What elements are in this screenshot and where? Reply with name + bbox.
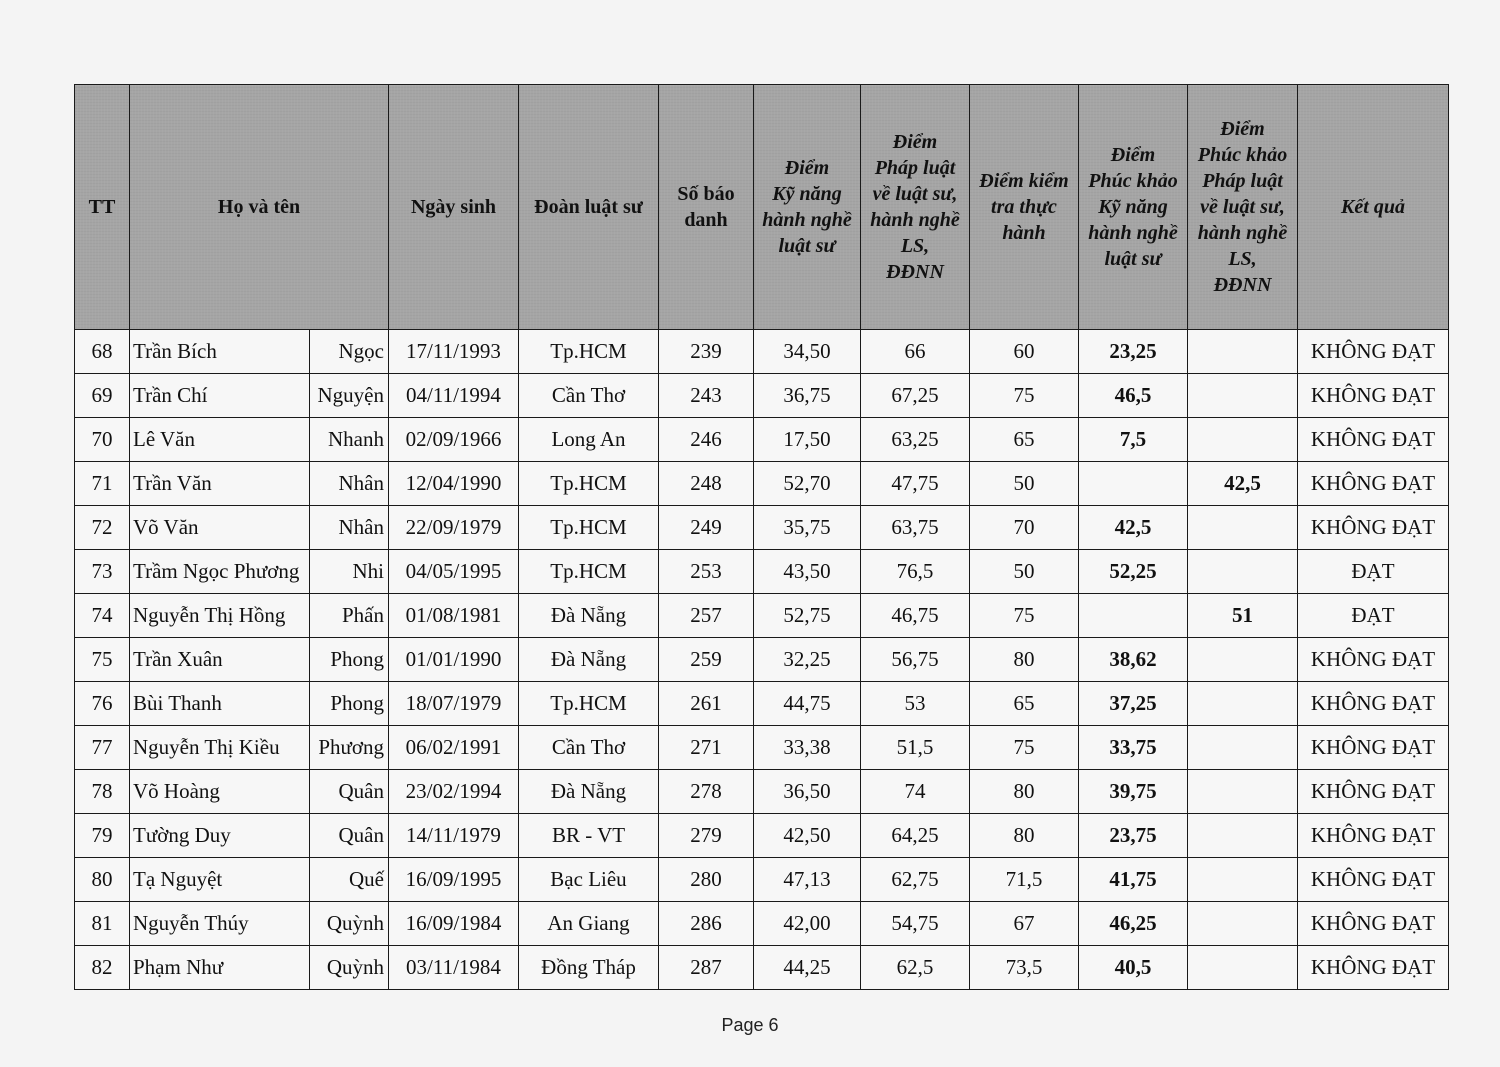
cell-given-name: Quỳnh bbox=[310, 902, 389, 946]
header-line: Pháp luật bbox=[1202, 170, 1283, 192]
cell-candidate-number: 253 bbox=[659, 550, 754, 594]
cell-family-middle-name: Trần Chí bbox=[130, 374, 310, 418]
cell-review-law-score bbox=[1188, 858, 1298, 902]
cell-result: KHÔNG ĐẠT bbox=[1298, 638, 1449, 682]
cell-family-middle-name: Nguyễn Thị Kiều bbox=[130, 726, 310, 770]
cell-given-name: Quỳnh bbox=[310, 946, 389, 990]
cell-dob: 18/07/1979 bbox=[389, 682, 519, 726]
results-table bbox=[74, 84, 1449, 990]
table-row bbox=[75, 858, 1449, 902]
cell-dob: 16/09/1995 bbox=[389, 858, 519, 902]
cell-review-skill-score: 23,75 bbox=[1079, 814, 1188, 858]
cell-tt: 71 bbox=[75, 462, 130, 506]
cell-bar-association: Tp.HCM bbox=[519, 550, 659, 594]
cell-tt: 82 bbox=[75, 946, 130, 990]
cell-bar-association: Đồng Tháp bbox=[519, 946, 659, 990]
cell-family-middle-name: Tường Duy bbox=[130, 814, 310, 858]
cell-review-law-score bbox=[1188, 330, 1298, 374]
table-row bbox=[75, 946, 1449, 990]
cell-review-skill-score: 33,75 bbox=[1079, 726, 1188, 770]
header-review-skill-score bbox=[1079, 85, 1188, 330]
cell-candidate-number: 287 bbox=[659, 946, 754, 990]
cell-skill-score: 32,25 bbox=[754, 638, 861, 682]
cell-bar-association: BR - VT bbox=[519, 814, 659, 858]
header-line: Điểm kiểm bbox=[979, 170, 1069, 192]
cell-family-middle-name: Võ Văn bbox=[130, 506, 310, 550]
cell-candidate-number: 239 bbox=[659, 330, 754, 374]
cell-tt: 80 bbox=[75, 858, 130, 902]
cell-bar-association: Đà Nẵng bbox=[519, 594, 659, 638]
cell-result: KHÔNG ĐẠT bbox=[1298, 946, 1449, 990]
cell-given-name: Phương bbox=[310, 726, 389, 770]
cell-practice-score: 75 bbox=[970, 374, 1079, 418]
cell-dob: 06/02/1991 bbox=[389, 726, 519, 770]
table-header bbox=[75, 85, 1449, 330]
cell-bar-association: Tp.HCM bbox=[519, 462, 659, 506]
cell-review-skill-score: 23,25 bbox=[1079, 330, 1188, 374]
cell-given-name: Phong bbox=[310, 638, 389, 682]
table-row bbox=[75, 814, 1449, 858]
cell-law-score: 63,75 bbox=[861, 506, 970, 550]
header-line: Kỹ năng bbox=[772, 183, 842, 205]
cell-tt: 81 bbox=[75, 902, 130, 946]
cell-law-score: 54,75 bbox=[861, 902, 970, 946]
cell-candidate-number: 257 bbox=[659, 594, 754, 638]
cell-skill-score: 42,50 bbox=[754, 814, 861, 858]
cell-given-name: Quế bbox=[310, 858, 389, 902]
cell-law-score: 53 bbox=[861, 682, 970, 726]
cell-practice-score: 65 bbox=[970, 682, 1079, 726]
cell-result: KHÔNG ĐẠT bbox=[1298, 374, 1449, 418]
header-line: Pháp luật bbox=[874, 157, 956, 179]
header-line: LS, bbox=[1228, 248, 1257, 270]
cell-family-middle-name: Lê Văn bbox=[130, 418, 310, 462]
cell-dob: 04/11/1994 bbox=[389, 374, 519, 418]
cell-dob: 14/11/1979 bbox=[389, 814, 519, 858]
cell-review-law-score bbox=[1188, 682, 1298, 726]
table-row bbox=[75, 506, 1449, 550]
cell-bar-association: Đà Nẵng bbox=[519, 770, 659, 814]
cell-review-law-score bbox=[1188, 770, 1298, 814]
cell-result: KHÔNG ĐẠT bbox=[1298, 814, 1449, 858]
header-name: Họ và tên bbox=[130, 85, 389, 330]
cell-practice-score: 75 bbox=[970, 594, 1079, 638]
cell-given-name: Quân bbox=[310, 814, 389, 858]
header-line: Điểm bbox=[1110, 144, 1156, 166]
cell-family-middle-name: Võ Hoàng bbox=[130, 770, 310, 814]
cell-practice-score: 65 bbox=[970, 418, 1079, 462]
cell-review-law-score: 51 bbox=[1188, 594, 1298, 638]
cell-review-skill-score: 46,5 bbox=[1079, 374, 1188, 418]
cell-review-skill-score: 37,25 bbox=[1079, 682, 1188, 726]
cell-skill-score: 36,50 bbox=[754, 770, 861, 814]
cell-family-middle-name: Tạ Nguyệt bbox=[130, 858, 310, 902]
cell-review-skill-score: 52,25 bbox=[1079, 550, 1188, 594]
cell-tt: 73 bbox=[75, 550, 130, 594]
cell-law-score: 51,5 bbox=[861, 726, 970, 770]
header-line: Phúc khảo bbox=[1197, 144, 1288, 166]
cell-review-skill-score: 41,75 bbox=[1079, 858, 1188, 902]
cell-skill-score: 42,00 bbox=[754, 902, 861, 946]
cell-tt: 70 bbox=[75, 418, 130, 462]
cell-candidate-number: 261 bbox=[659, 682, 754, 726]
header-line: ĐĐNN bbox=[886, 261, 944, 283]
header-line: Kỹ năng bbox=[1098, 196, 1168, 218]
cell-practice-score: 70 bbox=[970, 506, 1079, 550]
cell-skill-score: 47,13 bbox=[754, 858, 861, 902]
cell-given-name: Nhi bbox=[310, 550, 389, 594]
table-body bbox=[75, 330, 1449, 990]
header-practice-score bbox=[970, 85, 1079, 330]
table-row bbox=[75, 462, 1449, 506]
cell-candidate-number: 286 bbox=[659, 902, 754, 946]
cell-review-law-score bbox=[1188, 638, 1298, 682]
cell-bar-association: Tp.HCM bbox=[519, 682, 659, 726]
cell-skill-score: 34,50 bbox=[754, 330, 861, 374]
cell-practice-score: 67 bbox=[970, 902, 1079, 946]
cell-review-skill-score: 42,5 bbox=[1079, 506, 1188, 550]
cell-candidate-number: 248 bbox=[659, 462, 754, 506]
table-row bbox=[75, 902, 1449, 946]
cell-bar-association: An Giang bbox=[519, 902, 659, 946]
cell-tt: 77 bbox=[75, 726, 130, 770]
header-line: LS, bbox=[900, 235, 930, 257]
cell-result: KHÔNG ĐẠT bbox=[1298, 418, 1449, 462]
cell-result: ĐẠT bbox=[1298, 550, 1449, 594]
header-dob: Ngày sinh bbox=[389, 85, 519, 330]
cell-practice-score: 71,5 bbox=[970, 858, 1079, 902]
cell-review-skill-score: 38,62 bbox=[1079, 638, 1188, 682]
cell-bar-association: Cần Thơ bbox=[519, 374, 659, 418]
table-row bbox=[75, 594, 1449, 638]
header-line: ĐĐNN bbox=[1213, 274, 1272, 296]
cell-skill-score: 33,38 bbox=[754, 726, 861, 770]
header-line: luật sư bbox=[778, 235, 836, 257]
cell-given-name: Ngọc bbox=[310, 330, 389, 374]
cell-dob: 22/09/1979 bbox=[389, 506, 519, 550]
header-line: luật sư bbox=[1104, 248, 1162, 270]
cell-dob: 01/08/1981 bbox=[389, 594, 519, 638]
cell-family-middle-name: Phạm Như bbox=[130, 946, 310, 990]
cell-review-law-score bbox=[1188, 946, 1298, 990]
header-line: về luật sư, bbox=[1200, 196, 1285, 218]
cell-bar-association: Đà Nẵng bbox=[519, 638, 659, 682]
header-line: Điểm bbox=[784, 157, 830, 179]
header-line: hành nghề bbox=[1088, 222, 1178, 244]
cell-tt: 75 bbox=[75, 638, 130, 682]
header-line: hành nghề bbox=[870, 209, 960, 231]
header-line: Điểm bbox=[892, 131, 938, 153]
cell-law-score: 66 bbox=[861, 330, 970, 374]
cell-family-middle-name: Bùi Thanh bbox=[130, 682, 310, 726]
page-number: Page 6 bbox=[721, 1015, 779, 1035]
cell-candidate-number: 271 bbox=[659, 726, 754, 770]
cell-review-skill-score: 7,5 bbox=[1079, 418, 1188, 462]
header-bar-association: Đoàn luật sư bbox=[519, 85, 659, 330]
cell-practice-score: 80 bbox=[970, 770, 1079, 814]
cell-law-score: 62,5 bbox=[861, 946, 970, 990]
cell-law-score: 64,25 bbox=[861, 814, 970, 858]
cell-review-skill-score bbox=[1079, 594, 1188, 638]
header-line: hành nghề bbox=[762, 209, 852, 231]
cell-skill-score: 52,70 bbox=[754, 462, 861, 506]
cell-practice-score: 80 bbox=[970, 638, 1079, 682]
cell-review-law-score bbox=[1188, 374, 1298, 418]
cell-result: KHÔNG ĐẠT bbox=[1298, 462, 1449, 506]
cell-review-law-score bbox=[1188, 902, 1298, 946]
cell-family-middle-name: Nguyễn Thúy bbox=[130, 902, 310, 946]
cell-law-score: 47,75 bbox=[861, 462, 970, 506]
cell-review-skill-score: 46,25 bbox=[1079, 902, 1188, 946]
header-line: hành bbox=[1002, 222, 1046, 244]
header-law-score bbox=[861, 85, 970, 330]
cell-bar-association: Cần Thơ bbox=[519, 726, 659, 770]
cell-dob: 12/04/1990 bbox=[389, 462, 519, 506]
header-line: Phúc khảo bbox=[1088, 170, 1178, 192]
header-result: Kết quả bbox=[1298, 85, 1449, 330]
cell-review-law-score bbox=[1188, 814, 1298, 858]
cell-tt: 72 bbox=[75, 506, 130, 550]
cell-candidate-number: 278 bbox=[659, 770, 754, 814]
cell-review-law-score bbox=[1188, 726, 1298, 770]
cell-given-name: Nhân bbox=[310, 462, 389, 506]
cell-bar-association: Long An bbox=[519, 418, 659, 462]
table-row bbox=[75, 330, 1449, 374]
cell-law-score: 76,5 bbox=[861, 550, 970, 594]
cell-practice-score: 50 bbox=[970, 462, 1079, 506]
cell-given-name: Nhân bbox=[310, 506, 389, 550]
cell-skill-score: 43,50 bbox=[754, 550, 861, 594]
cell-review-law-score bbox=[1188, 550, 1298, 594]
cell-skill-score: 36,75 bbox=[754, 374, 861, 418]
cell-tt: 78 bbox=[75, 770, 130, 814]
cell-family-middle-name: Trần Xuân bbox=[130, 638, 310, 682]
cell-candidate-number: 279 bbox=[659, 814, 754, 858]
cell-dob: 04/05/1995 bbox=[389, 550, 519, 594]
cell-bar-association: Tp.HCM bbox=[519, 506, 659, 550]
cell-tt: 68 bbox=[75, 330, 130, 374]
cell-practice-score: 50 bbox=[970, 550, 1079, 594]
cell-result: KHÔNG ĐẠT bbox=[1298, 726, 1449, 770]
header-review-law-score bbox=[1188, 85, 1298, 330]
table-row bbox=[75, 638, 1449, 682]
header-line: hành nghề bbox=[1197, 222, 1288, 244]
cell-tt: 69 bbox=[75, 374, 130, 418]
table-row bbox=[75, 550, 1449, 594]
cell-given-name: Nhanh bbox=[310, 418, 389, 462]
table-row bbox=[75, 374, 1449, 418]
cell-review-skill-score: 39,75 bbox=[1079, 770, 1188, 814]
cell-skill-score: 35,75 bbox=[754, 506, 861, 550]
cell-law-score: 67,25 bbox=[861, 374, 970, 418]
cell-dob: 02/09/1966 bbox=[389, 418, 519, 462]
cell-tt: 74 bbox=[75, 594, 130, 638]
cell-law-score: 56,75 bbox=[861, 638, 970, 682]
cell-skill-score: 52,75 bbox=[754, 594, 861, 638]
cell-family-middle-name: Nguyễn Thị Hồng bbox=[130, 594, 310, 638]
header-tt: TT bbox=[75, 85, 130, 330]
header-line: tra thực bbox=[991, 196, 1057, 218]
cell-skill-score: 17,50 bbox=[754, 418, 861, 462]
header-line: Số báo bbox=[677, 183, 735, 205]
header-line: danh bbox=[684, 209, 728, 231]
cell-review-skill-score bbox=[1079, 462, 1188, 506]
table-row bbox=[75, 770, 1449, 814]
cell-result: KHÔNG ĐẠT bbox=[1298, 858, 1449, 902]
cell-candidate-number: 243 bbox=[659, 374, 754, 418]
cell-candidate-number: 249 bbox=[659, 506, 754, 550]
cell-result: KHÔNG ĐẠT bbox=[1298, 330, 1449, 374]
cell-dob: 17/11/1993 bbox=[389, 330, 519, 374]
cell-dob: 01/01/1990 bbox=[389, 638, 519, 682]
cell-result: KHÔNG ĐẠT bbox=[1298, 682, 1449, 726]
table-row bbox=[75, 418, 1449, 462]
header-line: Điểm bbox=[1220, 118, 1265, 140]
cell-result: KHÔNG ĐẠT bbox=[1298, 506, 1449, 550]
cell-tt: 79 bbox=[75, 814, 130, 858]
header-skill-score bbox=[754, 85, 861, 330]
cell-law-score: 46,75 bbox=[861, 594, 970, 638]
cell-practice-score: 80 bbox=[970, 814, 1079, 858]
cell-bar-association: Bạc Liêu bbox=[519, 858, 659, 902]
cell-result: KHÔNG ĐẠT bbox=[1298, 770, 1449, 814]
cell-law-score: 62,75 bbox=[861, 858, 970, 902]
cell-dob: 03/11/1984 bbox=[389, 946, 519, 990]
cell-practice-score: 60 bbox=[970, 330, 1079, 374]
cell-law-score: 63,25 bbox=[861, 418, 970, 462]
cell-practice-score: 73,5 bbox=[970, 946, 1079, 990]
cell-dob: 16/09/1984 bbox=[389, 902, 519, 946]
cell-candidate-number: 280 bbox=[659, 858, 754, 902]
header-line: về luật sư, bbox=[872, 183, 958, 205]
cell-law-score: 74 bbox=[861, 770, 970, 814]
cell-candidate-number: 246 bbox=[659, 418, 754, 462]
cell-family-middle-name: Trần Văn bbox=[130, 462, 310, 506]
cell-family-middle-name: Trầm Ngọc Phương bbox=[130, 550, 310, 594]
cell-given-name: Phong bbox=[310, 682, 389, 726]
cell-result: ĐẠT bbox=[1298, 594, 1449, 638]
cell-result: KHÔNG ĐẠT bbox=[1298, 902, 1449, 946]
cell-family-middle-name: Trần Bích bbox=[130, 330, 310, 374]
cell-tt: 76 bbox=[75, 682, 130, 726]
cell-given-name: Phấn bbox=[310, 594, 389, 638]
table-row bbox=[75, 726, 1449, 770]
cell-candidate-number: 259 bbox=[659, 638, 754, 682]
cell-given-name: Quân bbox=[310, 770, 389, 814]
cell-review-law-score: 42,5 bbox=[1188, 462, 1298, 506]
cell-bar-association: Tp.HCM bbox=[519, 330, 659, 374]
cell-dob: 23/02/1994 bbox=[389, 770, 519, 814]
cell-review-law-score bbox=[1188, 506, 1298, 550]
table-row bbox=[75, 682, 1449, 726]
cell-skill-score: 44,25 bbox=[754, 946, 861, 990]
header-candidate-number bbox=[659, 85, 754, 330]
cell-skill-score: 44,75 bbox=[754, 682, 861, 726]
cell-review-law-score bbox=[1188, 418, 1298, 462]
cell-given-name: Nguyện bbox=[310, 374, 389, 418]
cell-practice-score: 75 bbox=[970, 726, 1079, 770]
cell-review-skill-score: 40,5 bbox=[1079, 946, 1188, 990]
